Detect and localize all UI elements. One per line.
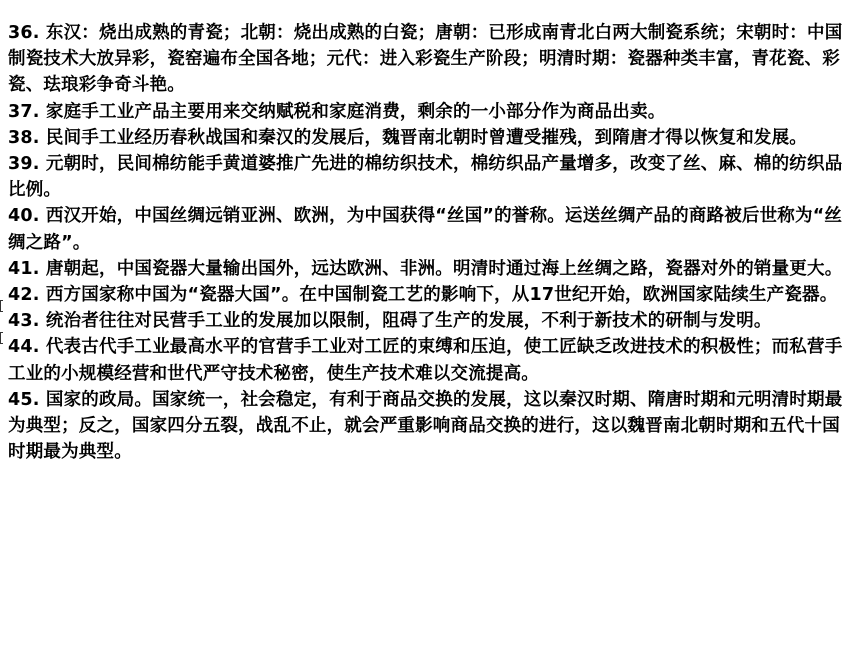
- text-box-handle[interactable]: [0, 300, 3, 312]
- answer-item-45: 45. 国家的政局。国家统一，社会稳定，有利于商品交换的发展，这以秦汉时期、隋唐时期和元明清时期最为典型；反之，国家四分五裂，战乱不止，就会严重影响商品交换的进行，这以魏晋南北朝时期和五代十国时期最为典型。: [8, 389, 843, 463]
- answer-text-block: [8, 20, 843, 465]
- answer-item-40: 40. 西汉开始，中国丝绸远销亚洲、欧洲，为中国获得“丝国”的誉称。运送丝绸产品的商路被后世称为“丝绸之路”。: [8, 206, 843, 253]
- answer-item-42: 42. 西方国家称中国为“瓷器大国”。在中国制瓷工艺的影响下，从17世纪开始，欧洲国家陆续生产瓷器。: [8, 285, 838, 306]
- answer-item-36: 36. 东汉：烧出成熟的青瓷；北朝：烧出成熟的白瓷；唐朝：已形成南青北白两大制瓷系统；宋朝时：中国制瓷技术大放异彩，瓷窑遍布全国各地；元代：进入彩瓷生产阶段；明清时期：瓷器种类丰富，青花瓷、彩瓷、珐琅彩争奇斗艳。: [8, 23, 843, 96]
- answer-item-39: 39. 元朝时，民间棉纺能手黄道婆推广先进的棉纺织技术，棉纺织品产量增多，改变了丝、麻、棉的纺织品比例。: [8, 154, 843, 201]
- answer-item-43: 43. 统治者往往对民营手工业的发展加以限制，阻碍了生产的发展，不利于新技术的研制与发明。: [8, 311, 772, 332]
- answer-item-38: 38. 民间手工业经历春秋战国和秦汉的发展后，魏晋南北朝时曾遭受摧残，到隋唐才得以恢复和发展。: [8, 127, 807, 148]
- answer-item-44: 44. 代表古代手工业最高水平的官营手工业对工匠的束缚和压迫，使工匠缺乏改进技术的积极性；而私营手工业的小规模经营和世代严守技术秘密，使生产技术难以交流提高。: [8, 337, 843, 384]
- answer-item-37: 37. 家庭手工业产品主要用来交纳赋税和家庭消费，剩余的一小部分作为商品出卖。: [8, 101, 666, 122]
- text-box-handle[interactable]: [0, 332, 3, 344]
- answer-item-41: 41. 唐朝起，中国瓷器大量输出国外，远达欧洲、非洲。明清时通过海上丝绸之路，瓷器对外的销量更大。: [8, 258, 843, 279]
